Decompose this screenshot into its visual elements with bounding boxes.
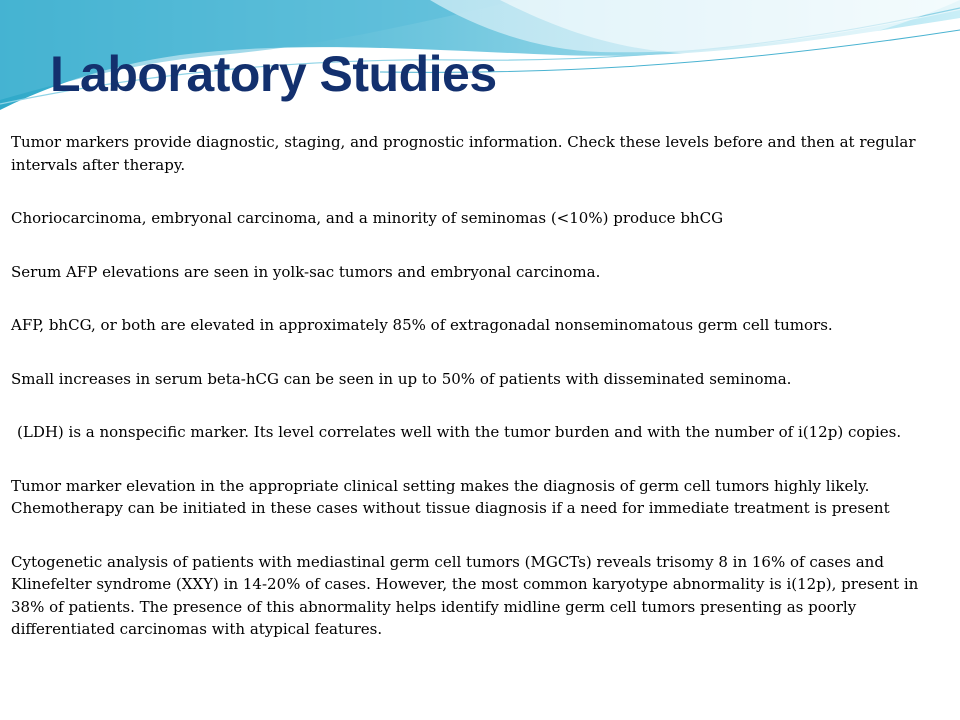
slide-body <box>11 131 951 672</box>
slide-title: Laboratory Studies <box>50 46 497 102</box>
paragraph-cytogenetic: Cytogenetic analysis of patients with mediastinal germ cell tumors (MGCTs) reveals trisomy 8 in 16% of cases and Klinefelter syndrome (XXY) in 14-20% of cases. However, the most common karyotype abnormality is i(12p), present in 38% of patients. The presence of this abnormality helps identify midline germ cell tumors presenting as poorly differentiated carcinomas with atypical features. <box>11 552 919 638</box>
paragraph-afp: Serum AFP elevations are seen in yolk-sac tumors and embryonal carcinoma. <box>11 262 601 281</box>
paragraph-bhcg: Choriocarcinoma, embryonal carcinoma, and a minority of seminomas (<10%) produce bhCG <box>11 209 724 227</box>
paragraph-ldh: (LDH) is a nonspecific marker. Its level correlates well with the tumor burden and with the number of i(12p) copies. <box>17 423 902 441</box>
paragraph-tumor-markers: Tumor markers provide diagnostic, staging, and prognostic information. Check these levels before and then at regular intervals after therapy. <box>11 133 916 174</box>
paragraph-extragonadal: AFP, bhCG, or both are elevated in approximately 85% of extragonadal nonseminomatous germ cell tumors. <box>11 316 833 334</box>
paragraph-diagnosis: Tumor marker elevation in the appropriate clinical setting makes the diagnosis of germ cell tumors highly likely. Chemotherapy can be initiated in these cases without tissue diagnosis if a need for immediate treatment is present <box>11 476 890 517</box>
paragraph-beta-hcg: Small increases in serum beta-hCG can be seen in up to 50% of patients with disseminated seminoma. <box>11 369 792 388</box>
